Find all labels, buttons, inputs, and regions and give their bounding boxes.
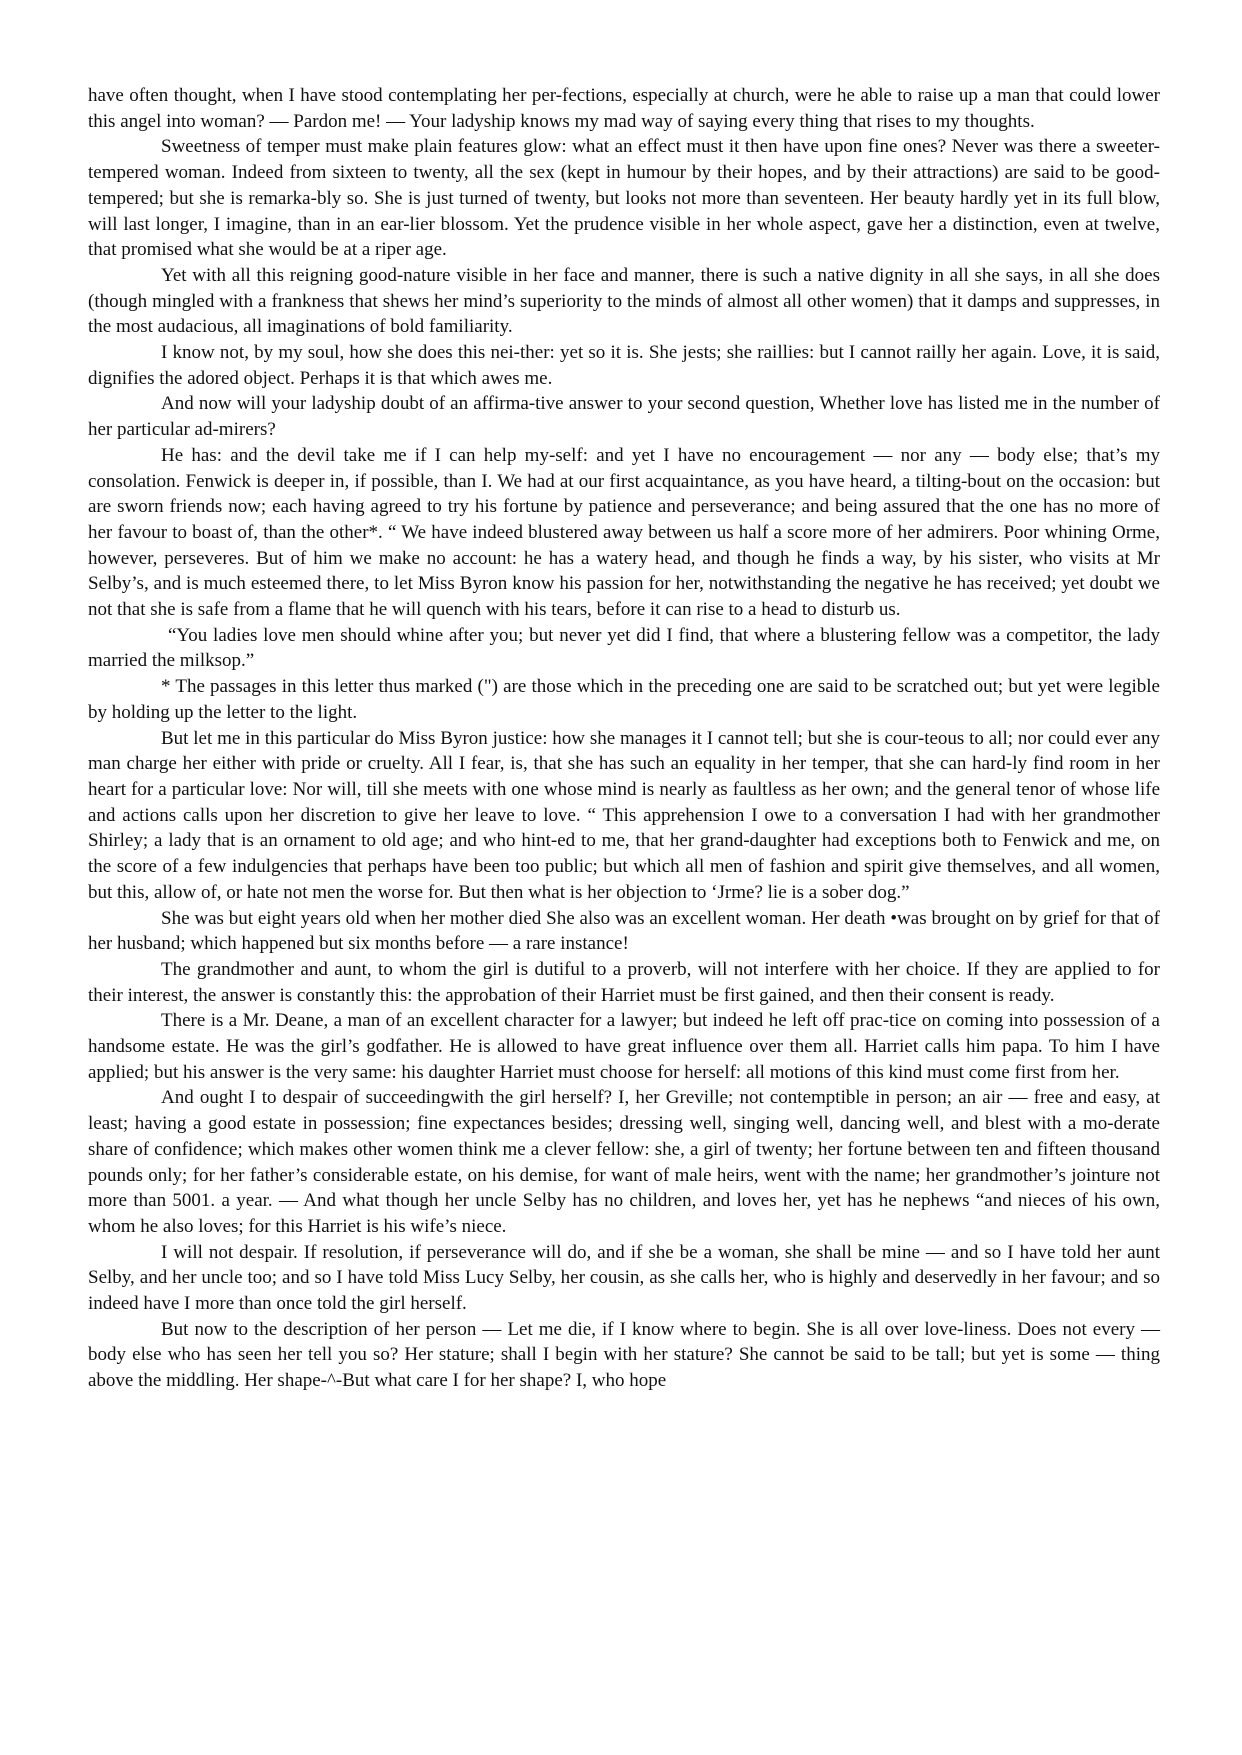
paragraph-6: He has: and the devil take me if I can help my-self: and yet I have no encouragement — nor any — body else; that’s my consolation. Fenwick is deeper in, if possible, than I. We had at our first acquaintance, as you have heard, a tilting-bout on the occasion: but are sworn friends now; each having agreed to try his fortune by patience and perseverance; and being assured that the one has no more of her favour to boast of, than the other*. “ We have indeed blustered away between us half a score more of her admirers. Poor whining Orme, however, perseveres. But of him we make no account: he has a watery head, and though he finds a way, by his sister, who visits at Mr Selby’s, and is much esteemed there, to let Miss Byron know his passion for her, notwithstanding the negative he has received; yet doubt we not that she is safe from a flame that he will quench with his tears, before it can rise to a head to disturb us. — [88, 444, 1160, 621]
paragraph-7: “You ladies love men should whine after you; but never yet did I find, that where a blustering fellow was a competitor, the lady married the milksop.” — [88, 624, 1160, 672]
paragraph-1: have often thought, when I have stood contemplating her per-fections, especially at church, were he able to raise up a man that could lower this angel into woman? — Pardon me! — Your ladyship knows my mad way of saying every thing that rises to my thoughts. — [88, 85, 1160, 132]
paragraph-2: Sweetness of temper must make plain features glow: what an effect must it then have upon fine ones? Never was there a sweeter-tempered woman. Indeed from sixteen to twenty, all the sex (kept in humour by their hopes, and by their attractions) are said to be good-tempered; but she is remarka-bly so. She is just turned of twenty, but looks not more than seventeen. Her beauty hardly yet in its full blow, will last longer, I imagine, than in an ear-lier blossom. Yet the prudence visible in her whole aspect, gave her a distinction, even at twelve, that promised what she would be at a riper age. — [88, 136, 1160, 261]
paragraph-12: There is a Mr. Deane, a man of an excellent character for a lawyer; but indeed he left off prac-tice on coming into possession of a handsome estate. He was the girl’s godfather. He is allowed to have great influence over them all. Harriet calls him papa. To him I have applied; but his answer is the very same: his daughter Harriet must choose for herself: all motions of this kind must come first from her. — [88, 1010, 1160, 1083]
paragraph-10: She was but eight years old when her mother died She also was an excellent woman. Her death •was brought on by grief for that of her husband; which happened but six months before — a rare instance! — [88, 907, 1160, 955]
paragraph-3: Yet with all this reigning good-nature visible in her face and manner, there is such a native dignity in all she says, in all she does (though mingled with a frankness that shews her mind’s superiority to the minds of almost all other women) that it damps and suppresses, in the most audacious, all imaginations of bold familiarity. — [88, 264, 1160, 338]
paragraph-5: And now will your ladyship doubt of an affirma-tive answer to your second question, Whether love has listed me in the number of her particular ad-mirers? — [88, 393, 1160, 441]
paragraph-9: But let me in this particular do Miss Byron justice: how she manages it I cannot tell; but she is cour-teous to all; nor could ever any man charge her either with pride or cruelty. All I fear, is, that she has such an equality in her temper, that she can hard-ly find room in her heart for a particular love: Nor will, till she meets with one whose mind is nearly as faultless as her own; and the general tenor of whose life and actions calls upon her discretion to give her leave to love. “ This apprehension I owe to a conversation I had with her grandmother Shirley; a lady that is an ornament to old age; and who hint-ed to me, that her grand-daughter had exceptions both to Fenwick and me, on the score of a few indulgencies that perhaps have been too public; but which all men of fashion and spirit give themselves, and all women, but this, allow of, or hate not men the worse for. But then what is her objection to ‘Jrme? lie is a sober dog.” — [88, 727, 1160, 903]
paragraph-15: But now to the description of her person — Let me die, if I know where to begin. She is all over love-liness. Does not every — body else who has seen her tell you so? Her stature; shall I begin with her stature? She cannot be said to be tall; but yet is some — thing above the middling. Her shape-^-But what care I for her shape? I, who hope — [88, 1318, 1160, 1392]
paragraph-4: I know not, by my soul, how she does this nei-ther: yet so it is. She jests; she raillies: but I cannot railly her again. Love, it is said, dignifies the adored object. Perhaps it is that which awes me. — [88, 342, 1160, 389]
paragraph-11: The grandmother and aunt, to whom the girl is dutiful to a proverb, will not interfere with her choice. If they are applied to for their interest, the answer is constantly this: the approbation of their Harriet must be first gained, and then their consent is ready. — [88, 958, 1160, 1006]
document-page — [88, 83, 1160, 1394]
paragraph-14: I will not despair. If resolution, if perseverance will do, and if she be a woman, she shall be mine — and so I have told her aunt Selby, and her uncle too; and so I have told Miss Lucy Selby, her cousin, as she calls her, who is highly and deservedly in her favour; and so indeed have I more than once told the girl herself. — [88, 1241, 1160, 1315]
paragraph-13: And ought I to despair of succeedingwith the girl herself? I, her Greville; not contemptible in person; an air — free and easy, at least; having a good estate in possession; fine expectances besides; dressing well, singing well, dancing well, and blest with a mo-derate share of confidence; which makes other women think me a clever fellow: she, a girl of twenty; her fortune between ten and fifteen thousand pounds only; for her father’s considerable estate, on his demise, for want of male heirs, went with the name; her grandmother’s jointure not more than 5001. a year. — And what though her uncle Selby has no children, and loves her, yet has he nephews “and nieces of his own, whom he also loves; for this Harriet is his wife’s niece. — [88, 1087, 1160, 1237]
footnote: * The passages in this letter thus marked (") are those which in the preceding one are said to be scratched out; but yet were legible by holding up the letter to the light. — [88, 676, 1160, 723]
